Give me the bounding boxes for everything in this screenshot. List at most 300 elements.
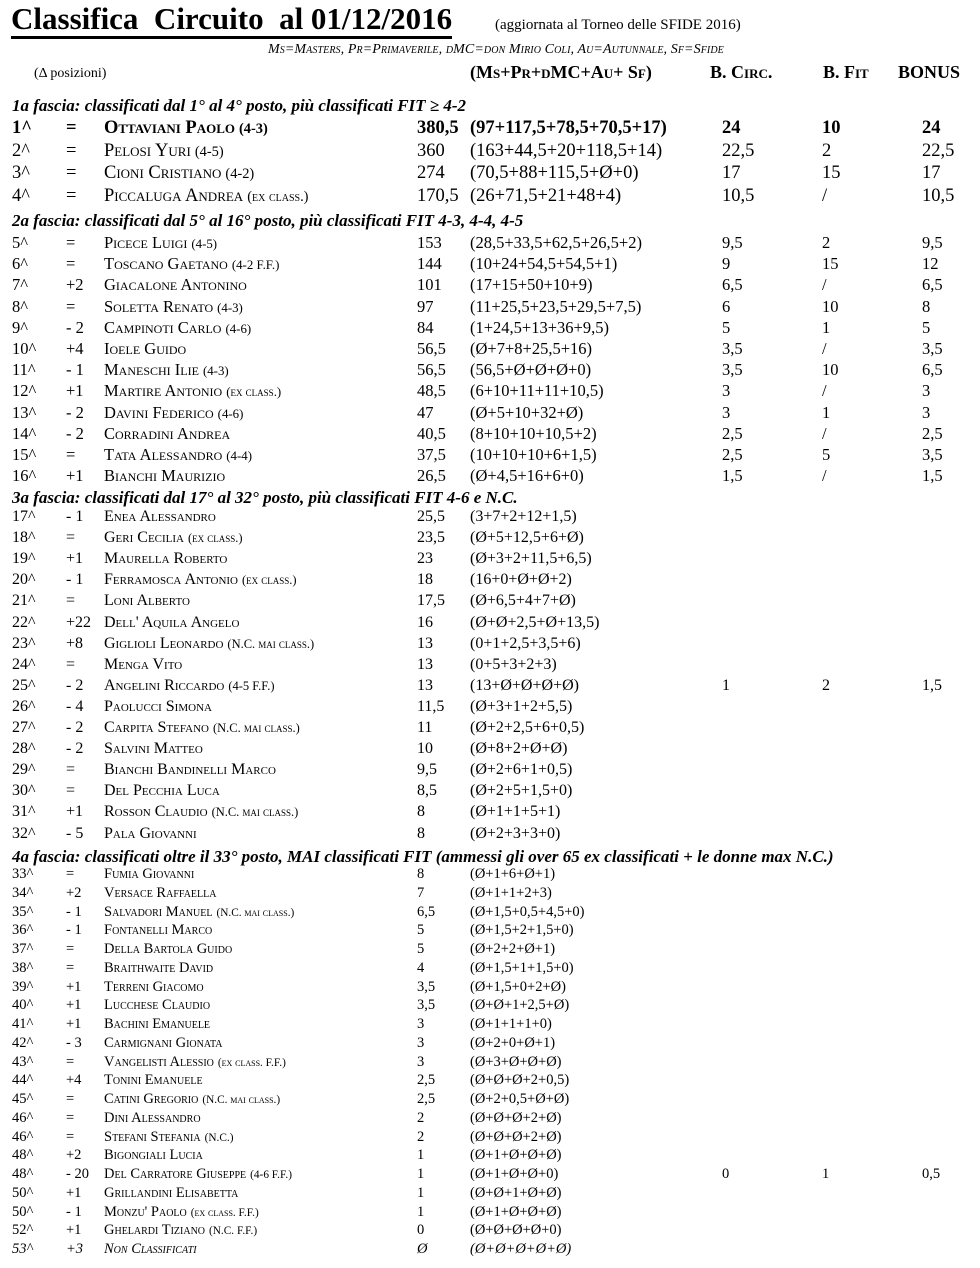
points-breakdown: (11+25,5+23,5+29,5+7,5): [470, 297, 642, 316]
player-name-text: Carmignani Gionata: [104, 1035, 223, 1051]
player-name-text: Del Pecchia Luca: [104, 782, 220, 799]
player-name: [104, 424, 230, 444]
player-name-text: Giacalone Antonino: [104, 275, 247, 294]
player-name: [104, 1054, 286, 1071]
total-points: 11: [417, 719, 433, 736]
bonus-total: 22,5: [922, 141, 955, 161]
bonus-circuito: 10,5: [722, 186, 755, 206]
player-name: [104, 1147, 203, 1164]
points-breakdown: (Ø+1,5+0,5+4,5+0): [470, 904, 585, 920]
points-breakdown: (Ø+2+0,5+Ø+Ø): [470, 1091, 570, 1107]
rank-position: 39^: [12, 979, 34, 995]
position-change: - 2: [66, 424, 84, 443]
position-change: - 4: [66, 698, 84, 715]
column-header-details: (Ms+Pr+dMC+Au+ Sf): [470, 62, 652, 82]
position-change: - 5: [66, 825, 84, 842]
bonus-total: 3,5: [922, 339, 943, 358]
player-name: [104, 186, 308, 207]
points-breakdown: (Ø+2+2,5+6+0,5): [470, 719, 585, 736]
position-change: =: [66, 445, 76, 464]
rank-position: 48^: [12, 1166, 34, 1182]
total-points: 97: [417, 297, 434, 316]
points-breakdown: (Ø+7+8+25,5+16): [470, 339, 593, 358]
position-change: =: [66, 1054, 75, 1070]
player-name-text: Fontanelli Marco: [104, 922, 213, 938]
rank-position: 22^: [12, 614, 36, 631]
player-name-text: Ghelardi Tiziano: [104, 1222, 206, 1238]
player-name: [104, 360, 229, 380]
player-name-text: Terreni Giacomo: [104, 979, 204, 995]
bonus-fit: /: [822, 424, 827, 443]
rank-position: 35^: [12, 904, 34, 920]
rank-position: 23^: [12, 635, 36, 652]
player-name: [104, 904, 294, 921]
points-breakdown: (16+0+Ø+Ø+2): [470, 571, 572, 588]
position-change: - 2: [66, 719, 84, 736]
rank-position: 31^: [12, 803, 36, 820]
fascia-2-heading: 2a fascia: classificati dal 5° al 16° posto, più classificati FIT 4-3, 4-4, 4-5: [12, 211, 524, 230]
player-name: [104, 275, 247, 295]
rank-position: 33^: [12, 866, 34, 882]
total-points: 8: [417, 803, 425, 820]
rank-position: 10^: [12, 339, 37, 358]
position-change: - 1: [66, 904, 82, 920]
player-name: [104, 1166, 292, 1183]
total-points: 0: [417, 1222, 425, 1238]
position-change: =: [66, 960, 75, 976]
total-points: 6,5: [417, 904, 436, 920]
points-breakdown: (Ø+Ø+Ø+2+Ø): [470, 1110, 562, 1126]
rank-position: 44^: [12, 1072, 34, 1088]
rank-position: 50^: [12, 1185, 34, 1201]
rank-position: 3^: [12, 163, 30, 183]
player-name: [104, 592, 190, 610]
position-change: - 1: [66, 1204, 82, 1220]
bonus-fit: 2: [822, 141, 832, 161]
player-name-text: Rosson Claudio: [104, 803, 208, 820]
player-name: [104, 979, 204, 996]
player-name-text: Toscano Gaetano: [104, 254, 228, 273]
points-breakdown: (Ø+3+2+11,5+6,5): [470, 550, 592, 567]
total-points: 5: [417, 922, 425, 938]
total-points: 1: [417, 1204, 425, 1220]
player-name: [104, 941, 232, 958]
position-change: =: [66, 529, 76, 546]
player-name-text: Grillandini Elisabetta: [104, 1185, 239, 1201]
rank-position: 24^: [12, 656, 36, 673]
rank-position: 7^: [12, 275, 28, 294]
bonus-total: 24: [922, 118, 941, 138]
player-class-note: (4-6 F.F.): [250, 1169, 292, 1181]
player-name: [104, 163, 254, 184]
rank-position: 16^: [12, 466, 37, 485]
player-name: [104, 803, 298, 821]
rank-position: 19^: [12, 550, 36, 567]
total-points: 3,5: [417, 979, 436, 995]
total-points: 13: [417, 677, 433, 694]
rank-position: 52^: [12, 1222, 34, 1238]
position-change: +1: [66, 1185, 82, 1201]
player-name: [104, 761, 276, 779]
player-name: [104, 782, 220, 800]
rank-position: 38^: [12, 960, 34, 976]
tournament-legend: Ms=Masters, Pr=Primaverile, dMC=don Mirio Coli, Au=Autunnale, Sf=Sfide: [268, 42, 724, 57]
player-name-text: Giglioli Leonardo: [104, 635, 224, 652]
total-points: 2,5: [417, 1072, 436, 1088]
points-breakdown: (Ø+Ø+Ø+Ø+0): [470, 1222, 562, 1238]
total-points: 153: [417, 233, 442, 252]
points-breakdown: (3+7+2+12+1,5): [470, 508, 577, 525]
total-points: 11,5: [417, 698, 445, 715]
position-change: +1: [66, 381, 84, 400]
player-name: [104, 1072, 203, 1089]
rank-position: 53^: [12, 1241, 33, 1257]
player-class-note: (N.C. mai class.): [213, 721, 300, 735]
rank-position: 26^: [12, 698, 36, 715]
points-breakdown: (28,5+33,5+62,5+26,5+2): [470, 233, 642, 252]
total-points: 56,5: [417, 339, 446, 358]
rank-position: 34^: [12, 885, 34, 901]
points-breakdown: (Ø+1,5+2+1,5+0): [470, 922, 574, 938]
bonus-total: 9,5: [922, 233, 943, 252]
rank-position: 40^: [12, 997, 34, 1013]
points-breakdown: (10+10+10+6+1,5): [470, 445, 597, 464]
rank-position: 20^: [12, 571, 36, 588]
rank-position: 1^: [12, 118, 32, 138]
rank-position: 50^: [12, 1204, 34, 1220]
player-name-text: Pelosi Yuri: [104, 141, 191, 161]
player-name: [104, 508, 216, 526]
delta-positions-note: (Δ posizioni): [34, 66, 107, 81]
rank-position: 5^: [12, 233, 28, 252]
position-change: +2: [66, 885, 82, 901]
bonus-fit: /: [822, 381, 827, 400]
rank-position: 9^: [12, 318, 28, 337]
position-change: =: [66, 233, 76, 252]
points-breakdown: (10+24+54,5+54,5+1): [470, 254, 618, 273]
position-change: +4: [66, 1072, 82, 1088]
position-change: =: [66, 866, 75, 882]
rank-position: 2^: [12, 141, 30, 161]
points-breakdown: (163+44,5+20+118,5+14): [470, 141, 663, 161]
total-points: 40,5: [417, 424, 446, 443]
player-class-note: (ex class.): [188, 531, 243, 545]
total-points: 23: [417, 550, 433, 567]
points-breakdown: (70,5+88+115,5+Ø+0): [470, 163, 639, 183]
total-points: 1: [417, 1147, 425, 1163]
points-breakdown: (Ø+8+2+Ø+Ø): [470, 740, 568, 757]
player-class-note: (4-3): [217, 301, 243, 315]
player-name-text: Bianchi Maurizio: [104, 466, 226, 485]
total-points: 380,5: [417, 118, 459, 138]
points-breakdown: (Ø+Ø+2,5+Ø+13,5): [470, 614, 600, 631]
player-name: [104, 740, 203, 758]
player-class-note: (4-4): [226, 449, 252, 463]
points-breakdown: (Ø+2+5+1,5+0): [470, 782, 573, 799]
player-name: [104, 381, 281, 401]
player-name: [104, 1204, 259, 1221]
bonus-fit: 1: [822, 318, 831, 337]
player-name-text: Soletta Renato: [104, 297, 214, 316]
position-change: - 2: [66, 318, 84, 337]
position-change: +1: [66, 997, 82, 1013]
points-breakdown: (Ø+1,5+1+1,5+0): [470, 960, 574, 976]
player-name: [104, 656, 182, 674]
page-title: Classifica Circuito al 01/12/2016: [11, 2, 452, 39]
points-breakdown: (Ø+Ø+1+2,5+Ø): [470, 997, 570, 1013]
rank-position: 28^: [12, 740, 36, 757]
rank-position: 29^: [12, 761, 36, 778]
player-name-text: Monzu' Paolo: [104, 1204, 187, 1220]
player-name-text: Tata Alessandro: [104, 445, 223, 464]
position-change: =: [66, 592, 76, 609]
player-name-text: Maneschi Ilie: [104, 360, 199, 379]
position-change: - 2: [66, 403, 84, 422]
rank-position: 6^: [12, 254, 28, 273]
player-name-text: Menga Vito: [104, 656, 183, 673]
points-breakdown: (0+5+3+2+3): [470, 656, 557, 673]
position-change: +1: [66, 550, 84, 567]
rank-position: 43^: [12, 1054, 34, 1070]
player-class-note: (4-6): [225, 322, 252, 336]
total-points: 13: [417, 635, 433, 652]
total-points: 48,5: [417, 381, 446, 400]
points-breakdown: (26+71,5+21+48+4): [470, 186, 622, 206]
player-class-note: (4-5): [194, 144, 224, 160]
player-name-text: Della Bartola Guido: [104, 941, 233, 957]
total-points: 47: [417, 403, 434, 422]
position-change: =: [66, 297, 76, 316]
player-name-text: Versace Raffaella: [104, 885, 217, 901]
points-breakdown: (1+24,5+13+36+9,5): [470, 318, 609, 337]
total-points: 84: [417, 318, 434, 337]
position-change: - 1: [66, 508, 84, 525]
position-change: =: [66, 761, 76, 778]
player-name: [104, 529, 243, 547]
position-change: =: [66, 254, 76, 273]
points-breakdown: (Ø+6,5+4+7+Ø): [470, 592, 576, 609]
player-name-text: Fumia Giovanni: [104, 866, 195, 882]
total-points: Ø: [417, 1241, 428, 1257]
bonus-fit: /: [822, 339, 827, 358]
rank-position: 14^: [12, 424, 37, 443]
points-breakdown: (Ø+Ø+Ø+2+0,5): [470, 1072, 570, 1088]
total-points: 1: [417, 1185, 425, 1201]
position-change: =: [66, 941, 75, 957]
bonus-total: 1,5: [922, 466, 943, 485]
bonus-circuito: 6,5: [722, 275, 743, 294]
rank-position: 36^: [12, 922, 34, 938]
rank-position: 27^: [12, 719, 36, 736]
total-points: 8: [417, 825, 425, 842]
player-name: [104, 118, 268, 139]
rank-position: 30^: [12, 782, 36, 799]
total-points: 16: [417, 614, 433, 631]
player-name: [104, 825, 197, 843]
player-name-text: Martire Antonio: [104, 381, 223, 400]
rank-position: 45^: [12, 1091, 34, 1107]
rank-position: 25^: [12, 677, 36, 694]
player-class-note: (4-6): [217, 407, 244, 421]
player-name: [104, 233, 217, 253]
player-class-note: (4-3): [238, 121, 268, 137]
rank-position: 8^: [12, 297, 28, 316]
player-class-note: (ex class. F.F.): [217, 1057, 286, 1069]
rank-position: 42^: [12, 1035, 34, 1051]
bonus-total: 8: [922, 297, 931, 316]
player-name: [104, 339, 186, 359]
position-change: +1: [66, 466, 84, 485]
player-class-note: (ex class.): [226, 385, 282, 399]
rank-position: 37^: [12, 941, 34, 957]
position-change: +8: [66, 635, 84, 652]
position-change: =: [66, 141, 77, 161]
total-points: 3: [417, 1035, 425, 1051]
bonus-fit: 1: [822, 403, 831, 422]
bonus-total: 10,5: [922, 186, 955, 206]
player-name-text: Corradini Andrea: [104, 424, 231, 443]
points-breakdown: (Ø+1+1+1+0): [470, 1016, 552, 1032]
bonus-circuito: 17: [722, 163, 741, 183]
player-name: [104, 141, 224, 162]
player-name-text: Picece Luigi: [104, 233, 188, 252]
player-name-text: Del Carratore Giuseppe: [104, 1166, 247, 1182]
position-change: - 2: [66, 677, 84, 694]
fascia-1-heading: 1a fascia: classificati dal 1° al 4° posto, più classificati FIT ≥ 4-2: [12, 96, 467, 115]
position-change: - 1: [66, 922, 82, 938]
player-name: [104, 614, 239, 632]
player-name-text: Bachini Emanuele: [104, 1016, 211, 1032]
player-name-text: Catini Gregorio: [104, 1091, 199, 1107]
total-points: 274: [417, 163, 445, 183]
rank-position: 46^: [12, 1110, 34, 1126]
player-name-text: Loni Alberto: [104, 592, 190, 609]
points-breakdown: (Ø+Ø+Ø+Ø+Ø): [470, 1241, 572, 1257]
rank-position: 48^: [12, 1147, 34, 1163]
position-change: =: [66, 186, 77, 206]
total-points: 56,5: [417, 360, 446, 379]
rank-position: 4^: [12, 186, 30, 206]
player-name-text: Non Classificati: [104, 1241, 197, 1257]
points-breakdown: (Ø+1,5+0+2+Ø): [470, 979, 566, 995]
player-name: [104, 866, 194, 883]
column-header-bonus-fit: B. Fit: [823, 62, 869, 82]
column-header-bonus-circuito: B. Circ.: [710, 62, 773, 82]
player-name-text: Piccaluga Andrea: [104, 186, 244, 206]
total-points: 8,5: [417, 782, 437, 799]
total-points: 1: [417, 1166, 425, 1182]
bonus-fit: 2: [822, 233, 831, 252]
total-points: 2,5: [417, 1091, 436, 1107]
player-name-text: Enea Alessandro: [104, 508, 216, 525]
bonus-total: 17: [922, 163, 941, 183]
player-name: [104, 1016, 210, 1033]
bonus-fit: 15: [822, 163, 841, 183]
bonus-circuito: 6: [722, 297, 731, 316]
player-name-text: Braithwaite David: [104, 960, 214, 976]
points-breakdown: (Ø+3+Ø+Ø+Ø): [470, 1054, 562, 1070]
bonus-total: 5: [922, 318, 931, 337]
total-points: 5: [417, 941, 425, 957]
player-name-text: Lucchese Claudio: [104, 997, 211, 1013]
points-breakdown: (Ø+Ø+Ø+2+Ø): [470, 1129, 562, 1145]
position-change: =: [66, 656, 76, 673]
points-breakdown: (6+10+11+11+10,5): [470, 381, 604, 400]
total-points: 360: [417, 141, 445, 161]
position-change: +4: [66, 339, 84, 358]
player-class-note: (ex class. F.F.): [190, 1207, 259, 1219]
player-name: [104, 445, 252, 465]
player-class-note: (4-2 F.F.): [231, 258, 280, 272]
player-name-text: Dell' Aquila Angelo: [104, 614, 240, 631]
total-points: 8: [417, 866, 425, 882]
points-breakdown: (56,5+Ø+Ø+Ø+0): [470, 360, 592, 379]
position-change: =: [66, 782, 76, 799]
bonus-circuito: 1: [722, 677, 730, 694]
rank-position: 15^: [12, 445, 37, 464]
player-name: [104, 403, 243, 423]
player-name: [104, 719, 300, 737]
fascia-4-heading: 4a fascia: classificati oltre il 33° posto, MAI classificati FIT (ammessi gli over 65 ex classificati + le donne max N.C.): [12, 847, 834, 866]
position-change: +2: [66, 1147, 82, 1163]
player-class-note: (4-5): [191, 237, 218, 251]
player-class-note: (N.C. mai class.): [211, 805, 299, 819]
rank-position: 21^: [12, 592, 36, 609]
fascia-3-heading: 3a fascia: classificati dal 17° al 32° posto, più classificati FIT 4-6 e N.C.: [12, 488, 518, 507]
total-points: 37,5: [417, 445, 446, 464]
total-points: 23,5: [417, 529, 445, 546]
total-points: 17,5: [417, 592, 445, 609]
player-class-note: (N.C. F.F.): [209, 1225, 258, 1237]
total-points: 4: [417, 960, 425, 976]
points-breakdown: (Ø+5+12,5+6+Ø): [470, 529, 584, 546]
bonus-circuito: 0: [722, 1166, 730, 1182]
position-change: +1: [66, 1016, 82, 1032]
bonus-circuito: 5: [722, 318, 731, 337]
player-name: [104, 997, 210, 1014]
player-name: [104, 885, 216, 902]
rank-position: 46^: [12, 1129, 34, 1145]
player-name: [104, 571, 297, 589]
points-breakdown: (Ø+4,5+16+6+0): [470, 466, 584, 485]
total-points: 26,5: [417, 466, 446, 485]
player-name-text: Angelini Riccardo: [104, 677, 225, 694]
player-class-note: (N.C. mai class.): [202, 1094, 281, 1106]
bonus-total: 3,5: [922, 445, 943, 464]
player-class-note: (4-2): [225, 166, 255, 182]
position-change: =: [66, 1091, 75, 1107]
bonus-total: 1,5: [922, 677, 942, 694]
position-change: =: [66, 1110, 75, 1126]
bonus-fit: /: [822, 186, 828, 206]
points-breakdown: (Ø+1+Ø+Ø+0): [470, 1166, 559, 1182]
player-class-note: (N.C. mai class.): [227, 637, 315, 651]
player-name-text: Ferramosca Antonio: [104, 571, 238, 588]
player-class-note: (4-3): [202, 364, 229, 378]
position-change: =: [66, 118, 77, 138]
total-points: 7: [417, 885, 425, 901]
bonus-fit: /: [822, 466, 827, 485]
position-change: +3: [66, 1241, 84, 1257]
total-points: 2: [417, 1110, 425, 1126]
bonus-circuito: 3,5: [722, 360, 743, 379]
total-points: 18: [417, 571, 433, 588]
rank-position: 17^: [12, 508, 36, 525]
position-change: +22: [66, 614, 92, 631]
player-class-note: (N.C.): [204, 1132, 234, 1144]
points-breakdown: (17+15+50+10+9): [470, 275, 593, 294]
bonus-fit: 10: [822, 297, 839, 316]
